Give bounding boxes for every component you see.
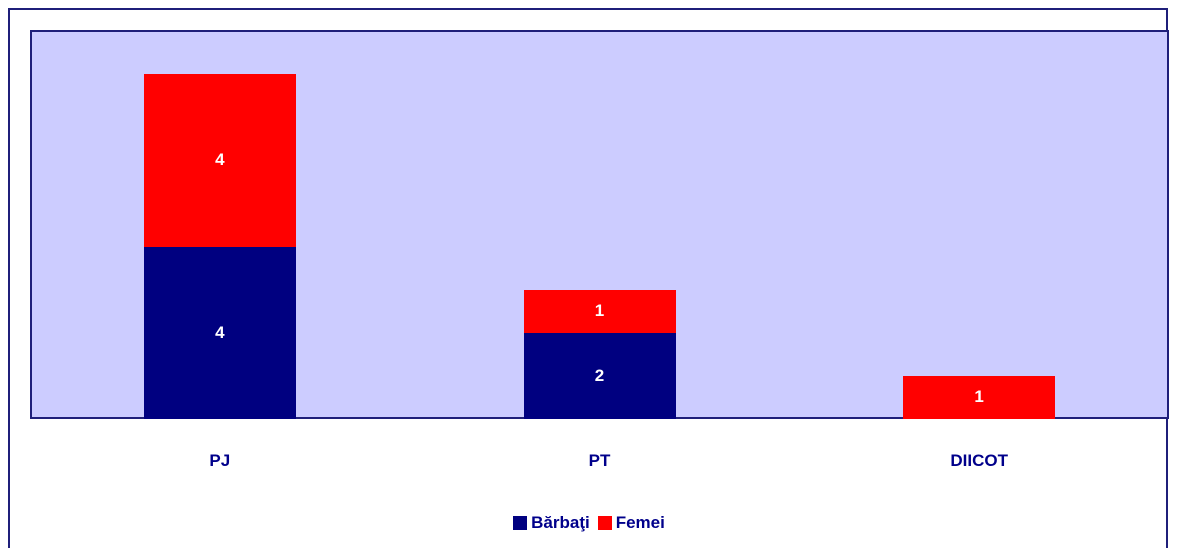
category-label-pj: PJ bbox=[209, 451, 231, 470]
data-label-pj-barbati: 4 bbox=[215, 322, 225, 342]
legend-item-femei bbox=[598, 513, 665, 533]
legend-swatch-barbati bbox=[513, 516, 527, 530]
data-label-pj-femei: 4 bbox=[215, 150, 225, 170]
legend bbox=[0, 513, 1178, 533]
data-label-pt-femei: 1 bbox=[594, 301, 605, 321]
category-label-diicot: DIICOT bbox=[950, 451, 1008, 470]
legend-swatch-femei bbox=[598, 516, 612, 530]
legend-item-barbati bbox=[513, 513, 590, 533]
category-label-pt: PT bbox=[588, 451, 611, 470]
data-label-diicot-femei: 1 bbox=[974, 387, 984, 407]
legend-label-barbati: Bărbaţi bbox=[531, 513, 590, 532]
legend-label-femei: Femei bbox=[615, 513, 665, 532]
data-label-pt-barbati: 2 bbox=[594, 365, 605, 385]
